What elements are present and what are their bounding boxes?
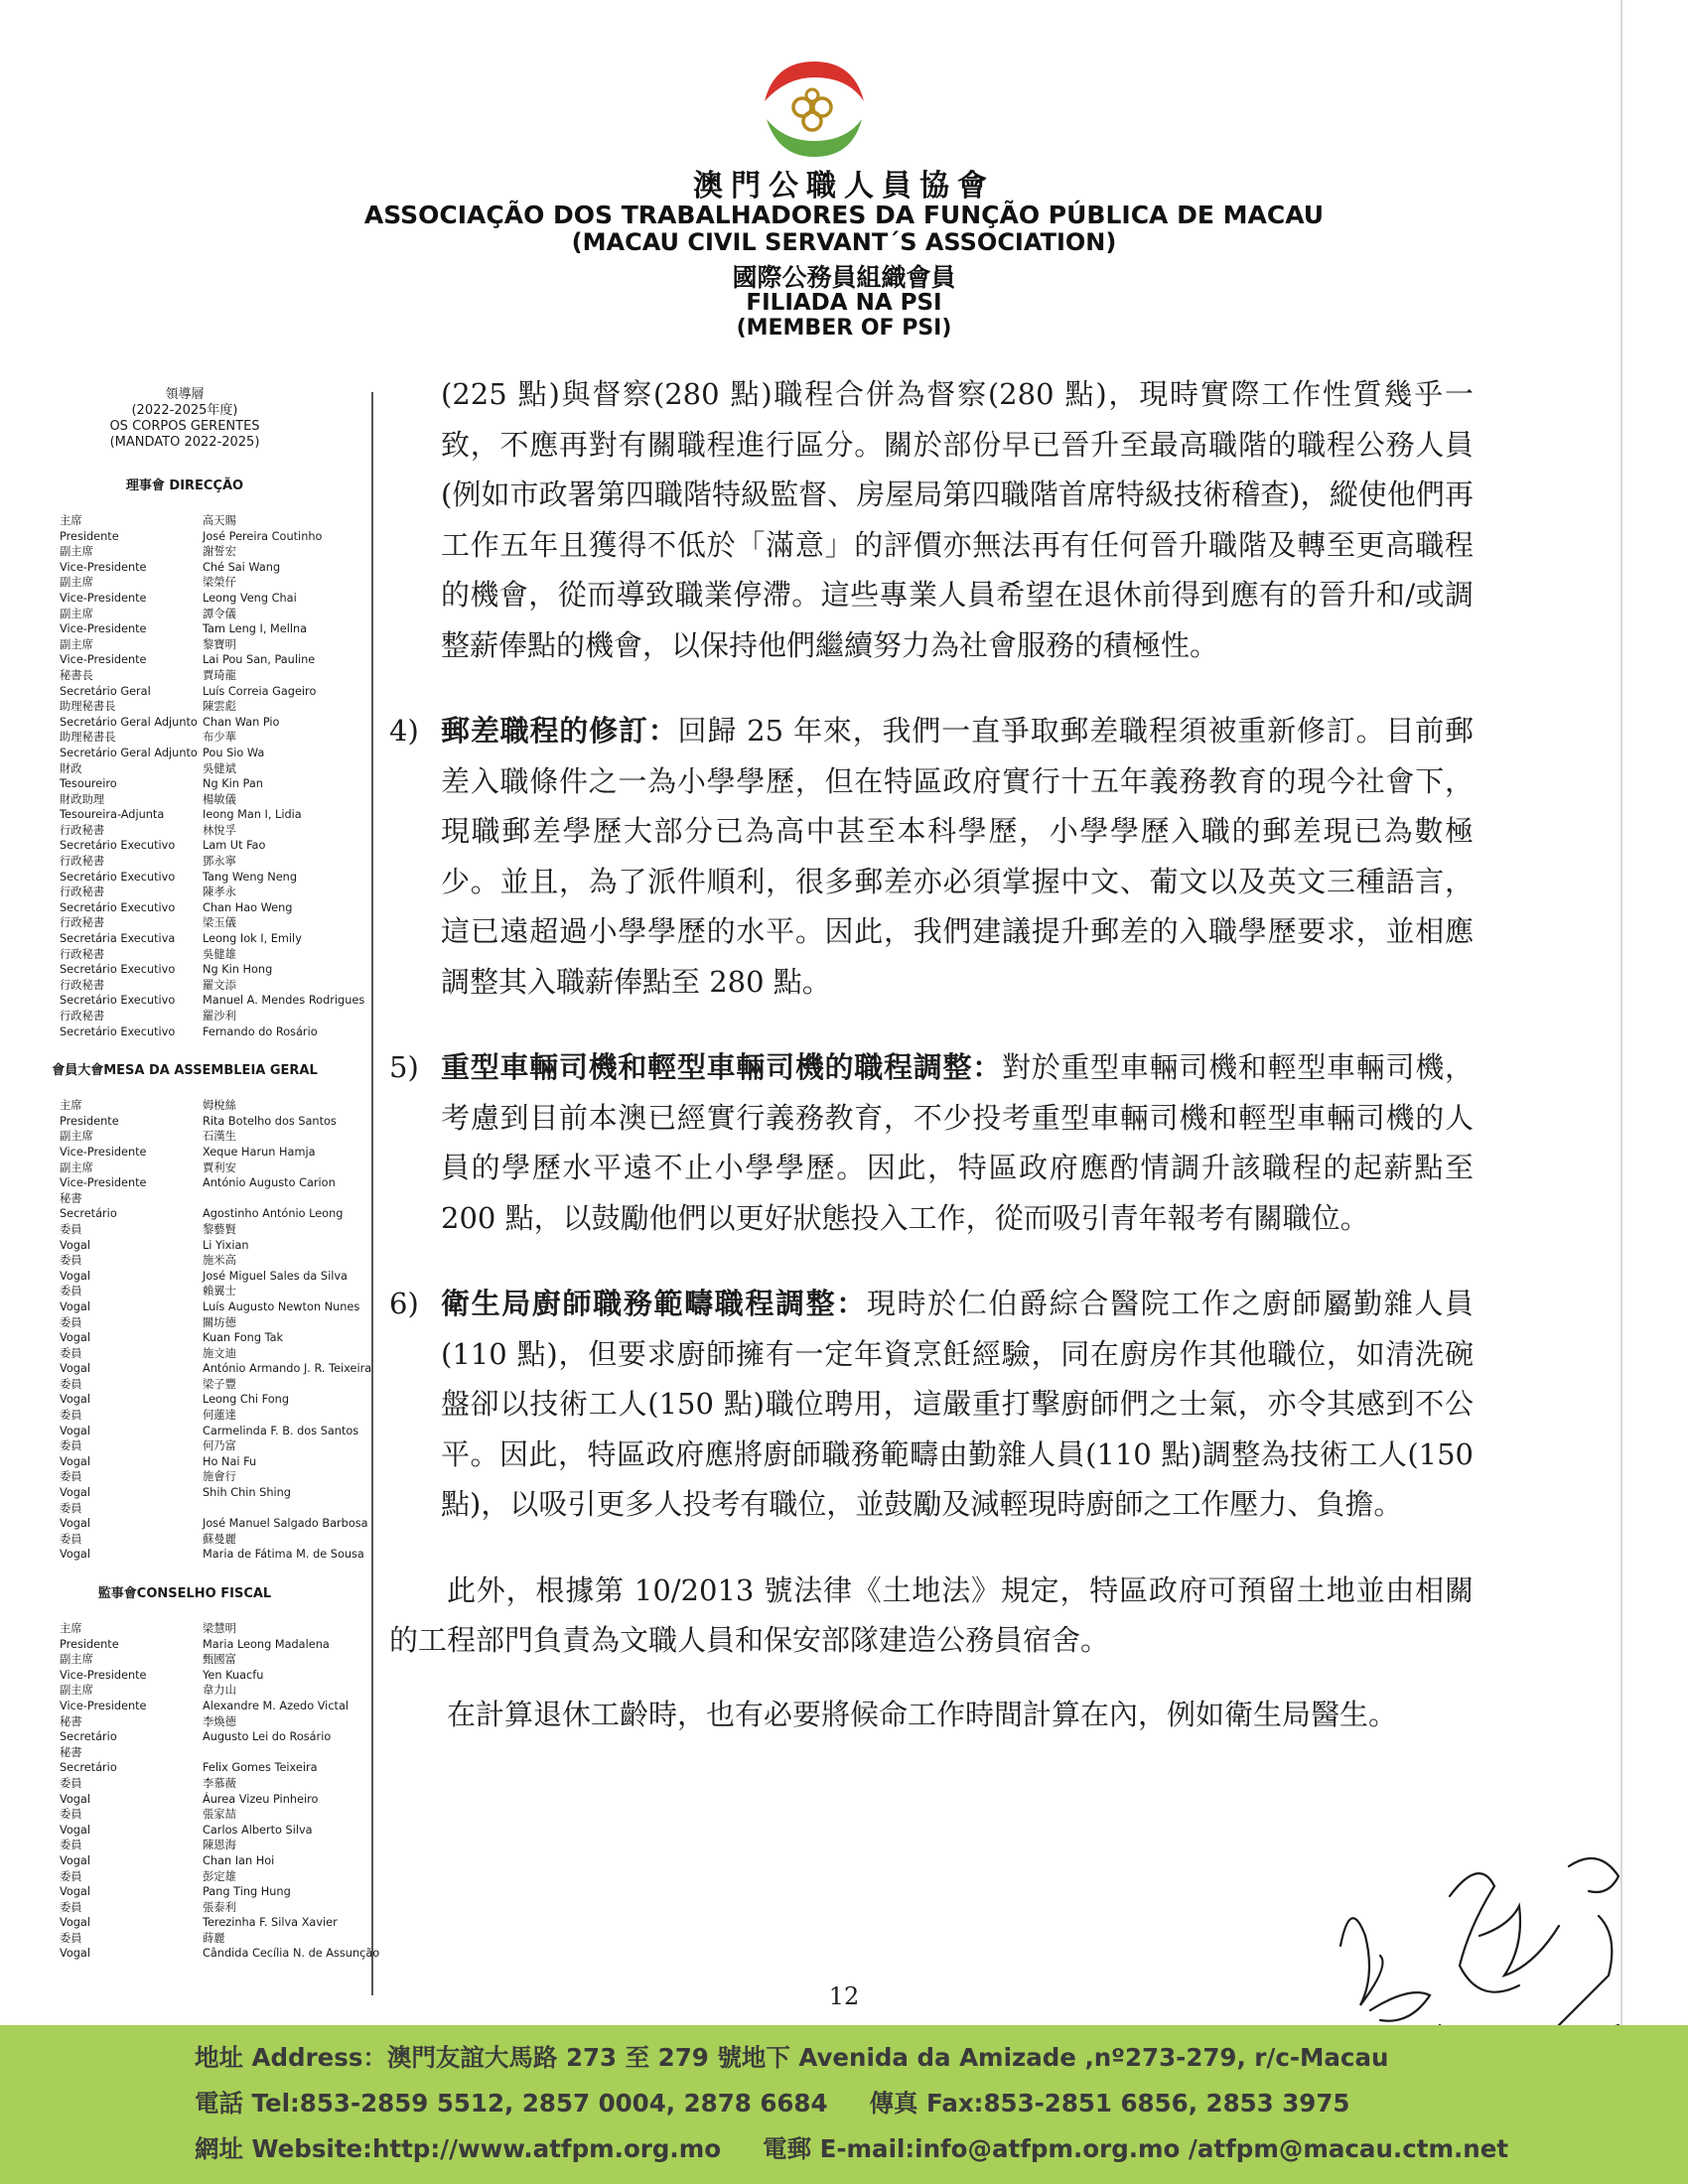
member-name: Lai Pou San, Pauline xyxy=(203,653,316,667)
member-row xyxy=(0,1098,369,1114)
item-5 xyxy=(389,1042,1474,1243)
member-row xyxy=(0,947,369,963)
member-row xyxy=(0,761,369,777)
member-row xyxy=(0,1206,369,1222)
member-name: Lam Ut Fao xyxy=(203,839,266,853)
item-heading: 衛生局廚師職務範疇職程調整： xyxy=(441,1287,867,1320)
member-row xyxy=(0,1501,369,1517)
member-role: Vice-Presidente xyxy=(60,1176,147,1190)
member-row xyxy=(0,1392,369,1408)
member-row xyxy=(0,1853,369,1869)
member-role: Secretário Executivo xyxy=(60,870,176,884)
member-name: Yen Kuacfu xyxy=(203,1668,264,1682)
member-role: 委員 xyxy=(60,1254,82,1268)
member-role: Vogal xyxy=(60,1823,90,1837)
sidebar-title-year: (2022-2025年度) xyxy=(131,403,238,418)
member-row xyxy=(0,1009,369,1024)
member-name: 蘇曼麗 xyxy=(203,1532,236,1546)
member-name: 吳健雄 xyxy=(203,947,236,961)
member-name: Alexandre M. Azedo Victal xyxy=(203,1699,350,1712)
member-name: 賈利安 xyxy=(203,1160,236,1174)
member-row xyxy=(0,1284,369,1299)
member-role: 副主席 xyxy=(60,1160,93,1174)
org-name-en: (MACAU CIVIL SERVANT´S ASSOCIATION) xyxy=(571,228,1117,256)
member-row xyxy=(0,915,369,931)
member-row xyxy=(0,931,369,947)
member-role: Vogal xyxy=(60,1238,90,1252)
member-role: Tesoureiro xyxy=(60,777,117,791)
member-role: 財政助理 xyxy=(60,792,105,806)
member-role: 委員 xyxy=(60,1222,82,1236)
member-row xyxy=(0,652,369,668)
member-name: 謝誓宏 xyxy=(203,545,236,559)
member-row xyxy=(0,1776,369,1792)
member-role: Secretário Executivo xyxy=(60,1024,176,1038)
member-name: Pang Ting Hung xyxy=(203,1885,291,1899)
member-role: Vogal xyxy=(60,1269,90,1283)
member-row xyxy=(0,1145,369,1160)
member-row xyxy=(0,1485,369,1501)
member-row xyxy=(0,575,369,591)
footer-fax: 傳真 Fax:853-2851 6856, 2853 3975 xyxy=(869,2089,1350,2117)
member-name: 羅文添 xyxy=(203,978,236,992)
member-role: 副主席 xyxy=(60,637,93,651)
member-role: Secretário xyxy=(60,1761,117,1775)
member-name: Kuan Fong Tak xyxy=(203,1331,284,1345)
member-role: 委員 xyxy=(60,1346,82,1360)
member-name: 陳恩海 xyxy=(203,1839,236,1852)
member-row xyxy=(0,1175,369,1191)
member-name: José Miguel Sales da Silva xyxy=(203,1269,348,1283)
member-row xyxy=(0,1330,369,1346)
member-row xyxy=(0,1900,369,1916)
member-name: Leong Chi Fong xyxy=(203,1393,289,1407)
member-name: Rita Botelho dos Santos xyxy=(203,1114,337,1128)
member-role: 主席 xyxy=(60,1622,82,1635)
member-name: 梁子豐 xyxy=(203,1377,236,1391)
member-role: Vice-Presidente xyxy=(60,622,147,636)
item-6 xyxy=(389,1279,1474,1530)
member-role: 委員 xyxy=(60,1900,82,1914)
member-row xyxy=(0,823,369,839)
member-row xyxy=(0,1424,369,1439)
member-name: Carmelinda F. B. dos Santos xyxy=(203,1424,359,1437)
association-logo xyxy=(753,58,876,161)
member-row xyxy=(0,1714,369,1730)
member-role: 助理秘書長 xyxy=(60,700,116,714)
member-row xyxy=(0,684,369,700)
assembleia-heading: 會員大會MESA DA ASSEMBLEIA GERAL xyxy=(52,1063,318,1079)
member-row xyxy=(0,978,369,994)
member-row xyxy=(0,1532,369,1548)
member-name: 梁慧明 xyxy=(203,1622,236,1635)
member-name: Leong Iok I, Emily xyxy=(203,932,302,946)
member-name: 羅沙利 xyxy=(203,1010,236,1023)
member-row xyxy=(0,513,369,529)
member-role: Vogal xyxy=(60,1299,90,1313)
member-name: 林悅孚 xyxy=(203,823,236,837)
member-row xyxy=(0,1454,369,1470)
letter-body xyxy=(389,369,1474,1739)
member-role: 委員 xyxy=(60,1409,82,1423)
member-role: 秘書長 xyxy=(60,668,93,682)
member-name: 布少華 xyxy=(203,731,236,745)
member-row xyxy=(0,730,369,746)
member-name: 賴翼士 xyxy=(203,1285,236,1298)
member-role: 助理秘書長 xyxy=(60,731,116,745)
member-row xyxy=(0,668,369,684)
member-row xyxy=(0,1652,369,1668)
member-name: 李煥德 xyxy=(203,1714,236,1728)
member-role: Secretário Geral Adjunto xyxy=(60,746,198,759)
member-row xyxy=(0,1299,369,1315)
member-role: Vogal xyxy=(60,1454,90,1468)
member-role: Secretário Executivo xyxy=(60,900,176,914)
footer-tel: 電話 Tel:853-2859 5512, 2857 0004, 2878 6684 xyxy=(195,2089,828,2117)
member-row xyxy=(0,870,369,886)
member-role: Presidente xyxy=(60,1637,119,1651)
member-row xyxy=(0,1191,369,1207)
member-row xyxy=(0,1516,369,1532)
member-role: 副主席 xyxy=(60,607,93,620)
member-role: Vogal xyxy=(60,1947,90,1961)
member-role: Vogal xyxy=(60,1393,90,1407)
org-name-zh: 澳門公職人員協會 xyxy=(693,169,995,204)
member-role: Vogal xyxy=(60,1486,90,1500)
member-role: 委員 xyxy=(60,1315,82,1329)
member-role: 副主席 xyxy=(60,545,93,559)
member-row xyxy=(0,1745,369,1761)
member-name: Chan Ian Hoi xyxy=(203,1853,275,1867)
member-row xyxy=(0,1253,369,1269)
direccao-list xyxy=(0,513,369,1039)
member-row xyxy=(0,1915,369,1931)
member-name: 施米高 xyxy=(203,1254,236,1268)
member-name: 張家喆 xyxy=(203,1808,236,1822)
member-name: 楊敏儀 xyxy=(203,792,236,806)
footer-phone-fax xyxy=(195,2085,1349,2119)
member-row xyxy=(0,792,369,808)
member-row xyxy=(0,1114,369,1130)
member-role: 委員 xyxy=(60,1839,82,1852)
member-row xyxy=(0,715,369,731)
member-name: 吳健斌 xyxy=(203,761,236,775)
member-role: Vice-Presidente xyxy=(60,560,147,574)
member-row xyxy=(0,1838,369,1853)
member-name: 施會行 xyxy=(203,1470,236,1484)
member-name: 關坊德 xyxy=(203,1315,236,1329)
member-row xyxy=(0,591,369,607)
item-heading: 重型車輛司機和輕型車輛司機的職程調整： xyxy=(441,1050,1002,1084)
member-row xyxy=(0,1377,369,1393)
member-role: Secretária Executiva xyxy=(60,932,176,946)
item-number: 5) xyxy=(389,1050,419,1084)
member-row xyxy=(0,838,369,854)
member-role: Vice-Presidente xyxy=(60,653,147,667)
member-role: 委員 xyxy=(60,1285,82,1298)
member-role: Secretário Executivo xyxy=(60,994,176,1008)
member-name: Luís Augusto Newton Nunes xyxy=(203,1299,360,1313)
member-name: 黎藝賢 xyxy=(203,1222,236,1236)
member-role: 副主席 xyxy=(60,1684,93,1698)
fiscal-list xyxy=(0,1621,380,1962)
member-role: 秘書 xyxy=(60,1714,82,1728)
item-heading: 郵差職程的修訂： xyxy=(441,714,678,748)
member-name: Shih Chin Shing xyxy=(203,1486,291,1500)
member-role: Vice-Presidente xyxy=(60,1668,147,1682)
member-name: José Pereira Coutinho xyxy=(203,529,323,543)
member-name: 高天賜 xyxy=(203,514,236,527)
sidebar-title-mandate: (MANDATO 2022-2025) xyxy=(109,435,260,450)
member-name: 甄國富 xyxy=(203,1653,236,1667)
member-name: 黎寶明 xyxy=(203,637,236,651)
member-role: 委員 xyxy=(60,1776,82,1790)
member-name: Luís Correia Gageiro xyxy=(203,684,317,698)
member-role: Vice-Presidente xyxy=(60,1145,147,1159)
member-name: Xeque Harun Hamja xyxy=(203,1145,316,1159)
member-name: Carlos Alberto Silva xyxy=(203,1823,313,1837)
member-row xyxy=(0,900,369,916)
member-name: 張泰利 xyxy=(203,1900,236,1914)
member-name: Ho Nai Fu xyxy=(203,1454,257,1468)
member-role: 委員 xyxy=(60,1532,82,1546)
member-row xyxy=(0,1931,369,1947)
member-role: 副主席 xyxy=(60,1130,93,1144)
item-text: 對於重型車輛司機和輕型車輛司機，考慮到目前本澳已經實行義務教育，不少投考重型車輛司機和輕型車輛司機的人員的學歷水平遠不止小學學歷。因此，特區政府應酌情調升該職程的起薪點至 200 點，以鼓勵他們以更好狀態投入工作，從而吸引青年報考有關職位。 xyxy=(441,1050,1474,1235)
member-row xyxy=(0,1160,369,1176)
member-role: Vogal xyxy=(60,1853,90,1867)
item-4 xyxy=(389,706,1474,1007)
member-row xyxy=(0,1729,369,1745)
member-name: António Augusto Carion xyxy=(203,1176,336,1190)
member-name: Terezinha F. Silva Xavier xyxy=(203,1916,338,1930)
member-name: José Manuel Salgado Barbosa xyxy=(203,1517,368,1531)
member-row xyxy=(0,1869,369,1885)
member-name: 梁玉儀 xyxy=(203,916,236,930)
member-row xyxy=(0,621,369,637)
member-name: 施文迪 xyxy=(203,1346,236,1360)
item-number: 6) xyxy=(389,1287,419,1320)
member-role: Vice-Presidente xyxy=(60,1699,147,1712)
member-role: 行政秘書 xyxy=(60,978,105,992)
member-role: Vogal xyxy=(60,1885,90,1899)
member-role: Secretário Geral xyxy=(60,684,151,698)
member-row xyxy=(0,1238,369,1254)
member-row xyxy=(0,1361,372,1377)
member-name: 譚令儀 xyxy=(203,607,236,620)
member-name: Li Yixian xyxy=(203,1238,249,1252)
member-row xyxy=(0,1807,369,1823)
member-name: Leong Veng Chai xyxy=(203,591,297,605)
member-row xyxy=(0,746,369,761)
member-role: Presidente xyxy=(60,529,119,543)
member-role: Secretário Executivo xyxy=(60,963,176,977)
member-name: 鄧永寧 xyxy=(203,855,236,869)
member-role: 行政秘書 xyxy=(60,823,105,837)
member-role: Secretário xyxy=(60,1730,117,1744)
org-name-pt: ASSOCIAÇÃO DOS TRABALHADORES DA FUNÇÃO PÚBLICA DE MACAU xyxy=(363,201,1325,229)
member-role: 主席 xyxy=(60,514,82,527)
member-name: Cândida Cecília N. de Assunção xyxy=(203,1947,380,1961)
member-row xyxy=(0,1346,369,1362)
member-name: 韋力山 xyxy=(203,1684,236,1698)
member-role: 副主席 xyxy=(60,576,93,590)
member-role: 行政秘書 xyxy=(60,886,105,899)
member-row xyxy=(0,1792,369,1808)
member-role: Secretário Executivo xyxy=(60,839,176,853)
member-name: Tang Weng Neng xyxy=(203,870,297,884)
member-name: Fernando do Rosário xyxy=(203,1024,318,1038)
member-role: Tesoureira-Adjunta xyxy=(60,808,165,822)
member-row xyxy=(0,607,369,622)
member-row xyxy=(0,1222,369,1238)
member-row xyxy=(0,1621,369,1637)
member-row xyxy=(0,1760,369,1776)
member-role: 委員 xyxy=(60,1377,82,1391)
member-role: 委員 xyxy=(60,1439,82,1453)
member-role: 委員 xyxy=(60,1470,82,1484)
member-row xyxy=(0,1129,369,1145)
member-row xyxy=(0,776,369,792)
direccao-heading: 理事會 DIRECÇÃO xyxy=(125,478,244,493)
retirement-paragraph: 在計算退休工齡時，也有必要將候命工作時間計算在內，例如衛生局醫生。 xyxy=(447,1697,1398,1731)
member-role: 行政秘書 xyxy=(60,855,105,869)
member-row xyxy=(0,544,369,560)
member-name: Pou Sio Wa xyxy=(203,746,265,759)
member-role: Secretário xyxy=(60,1207,117,1221)
member-name: Ng Kin Pan xyxy=(203,777,263,791)
contact-footer xyxy=(0,2025,1688,2184)
psi-membership-zh: 國際公務員組織會員 xyxy=(732,263,956,292)
member-name: Manuel A. Mendes Rodrigues xyxy=(203,994,365,1008)
sidebar-title-pt: OS CORPOS GERENTES xyxy=(109,419,260,434)
member-row xyxy=(0,1547,369,1563)
member-row xyxy=(0,529,369,545)
member-name: Ng Kin Hong xyxy=(203,963,273,977)
member-name: Augusto Lei do Rosário xyxy=(203,1730,332,1744)
footer-web-email xyxy=(195,2130,1508,2165)
member-row xyxy=(0,1683,369,1699)
member-name: Maria Leong Madalena xyxy=(203,1637,330,1651)
member-role: 委員 xyxy=(60,1869,82,1883)
item-text: 現時於仁伯爵綜合醫院工作之廚師屬勤雜人員(110 點)，但要求廚師擁有一定年資烹飪經驗，同在廚房作其他職位，如清洗碗盤卻以技術工人(150 點)職位聘用，這嚴重打擊廚師們之士氣，亦令其感到不公平。因此，特區政府應將廚師職務範疇由勤雜人員(110 點)調整為技術工人(150 點)，以吸引更多人投考有職位，並鼓勵及減輕現時廚師之工作壓力、負擔。 xyxy=(441,1287,1474,1521)
member-row xyxy=(0,807,369,823)
member-row xyxy=(0,1438,369,1454)
member-row xyxy=(0,637,369,653)
member-row xyxy=(0,1637,369,1653)
member-role: 行政秘書 xyxy=(60,1010,105,1023)
footer-website[interactable]: 網址 Website:http://www.atfpm.org.mo xyxy=(195,2134,722,2163)
member-name: Ché Sai Wang xyxy=(203,560,281,574)
member-row xyxy=(0,885,369,900)
member-row xyxy=(0,1699,369,1714)
member-role: Presidente xyxy=(60,1114,119,1128)
member-name: 陳孝永 xyxy=(203,886,236,899)
member-name: Áurea Vizeu Pinheiro xyxy=(203,1792,319,1806)
member-row xyxy=(0,854,369,870)
item-number: 4) xyxy=(389,714,419,748)
member-role: 委員 xyxy=(60,1931,82,1945)
member-row xyxy=(0,1408,369,1424)
member-row xyxy=(0,1668,369,1684)
member-role: Vogal xyxy=(60,1916,90,1930)
member-row xyxy=(0,1884,369,1900)
member-role: 財政 xyxy=(60,761,82,775)
footer-address: 地址 Address：澳門友誼大馬路 273 至 279 號地下 Avenida da Amizade ,nº273-279, r/c-Macau xyxy=(195,2043,1389,2072)
member-role: Vogal xyxy=(60,1424,90,1437)
member-name: Agostinho António Leong xyxy=(203,1207,344,1221)
member-name: 蒔麗 xyxy=(203,1931,225,1945)
member-role: 副主席 xyxy=(60,1653,93,1667)
member-row xyxy=(0,1823,369,1839)
member-role: 秘書 xyxy=(60,1745,82,1759)
member-name: 姆梲絲 xyxy=(203,1099,236,1113)
member-role: 行政秘書 xyxy=(60,947,105,961)
footer-email[interactable]: 電郵 E-mail:info@atfpm.org.mo /atfpm@macau.ctm.net xyxy=(763,2134,1509,2163)
member-role: 秘書 xyxy=(60,1191,82,1205)
psi-membership-pt: FILIADA NA PSI xyxy=(746,290,942,316)
member-role: Vogal xyxy=(60,1517,90,1531)
member-row xyxy=(0,1946,380,1962)
assembleia-list xyxy=(0,1098,372,1563)
member-name: Tam Leng I, Mellna xyxy=(203,622,308,636)
psi-membership-en: (MEMBER OF PSI) xyxy=(736,316,952,341)
land-law-paragraph: 此外，根據第 10/2013 號法律《土地法》規定，特區政府可預留土地並由相關的工程部門負責為文職人員和保安部隊建造公務員宿舍。 xyxy=(389,1572,1474,1657)
member-row xyxy=(0,1024,369,1040)
member-row xyxy=(0,699,369,715)
member-role: 主席 xyxy=(60,1099,82,1113)
member-role: Vice-Presidente xyxy=(60,591,147,605)
member-name: 石漢生 xyxy=(203,1130,236,1144)
member-name: 陳雲彪 xyxy=(203,700,236,714)
item-text: 回歸 25 年來，我們一直爭取郵差職程須被重新修訂。目前郵差入職條件之一為小學學歷，但在特區政府實行十五年義務教育的現今社會下，現職郵差學歷大部分已為高中甚至本科學歷，小學學歷入職的郵差現已為數極少。並且，為了派件順利，很多郵差亦必須掌握中文、葡文以及英文三種語言，這已遠超過小學學歷的水平。因此，我們建議提升郵差的入職學歷要求，並相應調整其入職薪俸點至 280 點。 xyxy=(441,714,1474,999)
member-row xyxy=(0,1315,369,1331)
page-number: 12 xyxy=(828,1982,860,2010)
governing-bodies-sidebar xyxy=(0,387,380,2005)
member-role: Vogal xyxy=(60,1792,90,1806)
fiscal-heading: 監事會CONSELHO FISCAL xyxy=(97,1586,272,1601)
member-role: 行政秘書 xyxy=(60,916,105,930)
member-role: Vogal xyxy=(60,1331,90,1345)
member-row xyxy=(0,560,369,576)
member-role: Vogal xyxy=(60,1548,90,1562)
member-role: 委員 xyxy=(60,1808,82,1822)
member-name: 賈琦龍 xyxy=(203,668,236,682)
member-name: 何乃富 xyxy=(203,1439,236,1453)
member-row xyxy=(0,962,369,978)
sidebar-title-zh: 領導層 xyxy=(165,387,205,402)
member-row xyxy=(0,1269,369,1285)
member-role: 委員 xyxy=(60,1501,82,1515)
intro-paragraph: (225 點)與督察(280 點)職程合併為督察(280 點)，現時實際工作性質幾乎一致，不應再對有關職程進行區分。關於部份早已晉升至最高職階的職程公務人員(例如市政署第四職階特級監督、房屋局第四職階首席特級技術稽查)，縱使他們再工作五年且獲得不低於「滿意」的評價亦無法再有任何晉升職階及轉至更高職程的機會，從而導致職業停滯。這些專業人員希望在退休前得到應有的晉升和/或調整薪俸點的機會，以保持他們繼續努力為社會服務的積極性。 xyxy=(441,377,1474,662)
member-name: Maria de Fátima M. de Sousa xyxy=(203,1548,364,1562)
member-name: 梁榮仔 xyxy=(203,576,236,590)
member-row xyxy=(0,1469,369,1485)
member-name: 李慕薇 xyxy=(203,1776,236,1790)
member-name: Felix Gomes Teixeira xyxy=(203,1761,318,1775)
member-role: Vogal xyxy=(60,1362,90,1376)
member-name: António Armando J. R. Teixeira xyxy=(203,1362,372,1376)
member-name: Chan Hao Weng xyxy=(203,900,293,914)
member-row xyxy=(0,993,369,1009)
member-role: Secretário Geral Adjunto xyxy=(60,715,198,729)
member-name: 何蓮達 xyxy=(203,1409,236,1423)
member-name: Chan Wan Pio xyxy=(203,715,280,729)
member-name: Ieong Man I, Lidia xyxy=(203,808,302,822)
member-name: 彭定雄 xyxy=(203,1869,236,1883)
sidebar-divider xyxy=(371,392,373,1995)
